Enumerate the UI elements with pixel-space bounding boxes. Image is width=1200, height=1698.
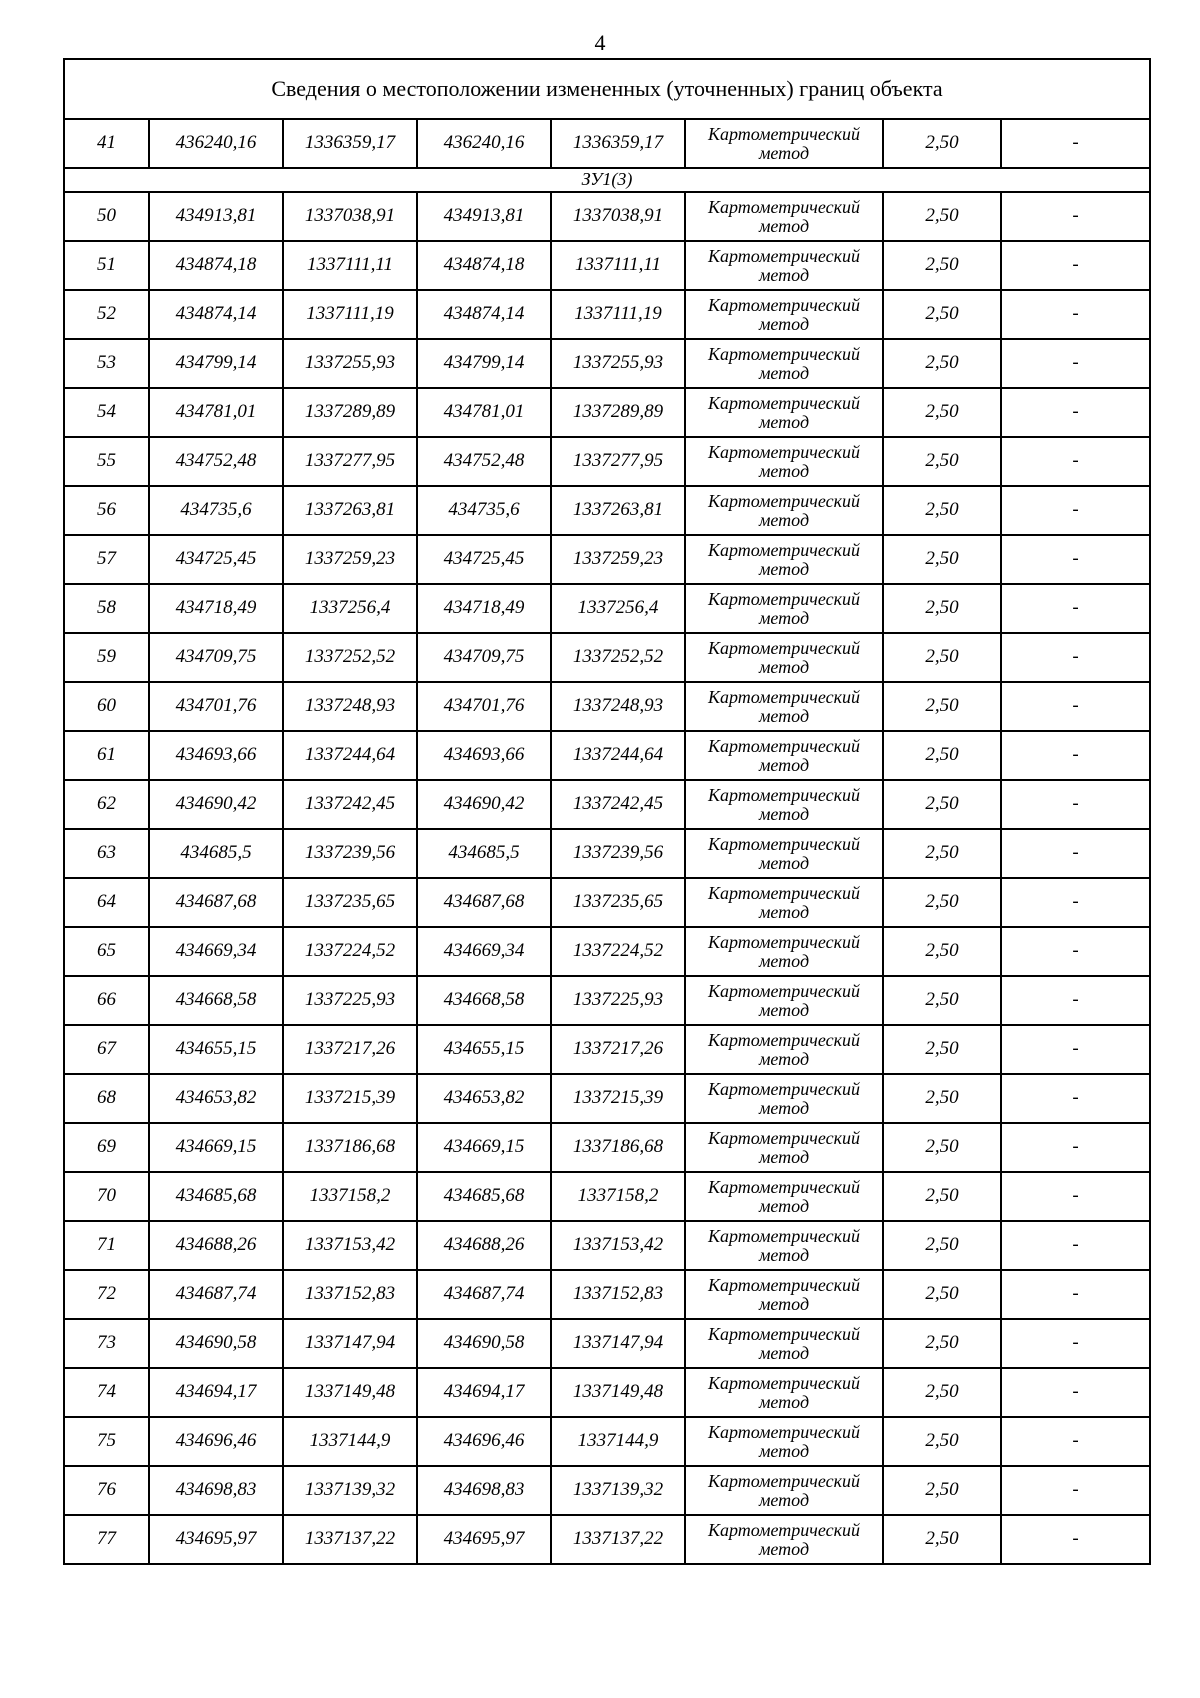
accuracy-cell: 2,50 [883,1319,1001,1368]
point-number-cell: 73 [64,1319,149,1368]
y-refined-cell: 1337248,93 [551,682,685,731]
table-row [64,1221,1150,1270]
y-refined-cell: 1337263,81 [551,486,685,535]
x-existing-cell: 434781,01 [149,388,283,437]
method-cell: Картометрический метод [685,1221,883,1270]
table-row [64,241,1150,290]
x-refined-cell: 436240,16 [417,119,551,168]
description-cell: - [1001,584,1150,633]
accuracy-cell: 2,50 [883,1025,1001,1074]
point-number-cell: 77 [64,1515,149,1564]
x-refined-cell: 434695,97 [417,1515,551,1564]
page-number: 4 [594,30,606,55]
accuracy-cell: 2,50 [883,486,1001,535]
point-number-cell: 75 [64,1417,149,1466]
method-cell: Картометрический метод [685,1515,883,1564]
description-cell: - [1001,633,1150,682]
method-cell: Картометрический метод [685,927,883,976]
x-existing-cell: 434669,15 [149,1123,283,1172]
y-refined-cell: 1337242,45 [551,780,685,829]
method-cell: Картометрический метод [685,535,883,584]
accuracy-cell: 2,50 [883,535,1001,584]
point-number-cell: 62 [64,780,149,829]
x-refined-cell: 434690,42 [417,780,551,829]
y-existing-cell: 1336359,17 [283,119,417,168]
x-refined-cell: 434669,15 [417,1123,551,1172]
accuracy-cell: 2,50 [883,878,1001,927]
point-number-cell: 69 [64,1123,149,1172]
y-refined-cell: 1337259,23 [551,535,685,584]
point-number-cell: 41 [64,119,149,168]
description-cell: - [1001,388,1150,437]
table-row [64,486,1150,535]
y-refined-cell: 1337255,93 [551,339,685,388]
y-existing-cell: 1337144,9 [283,1417,417,1466]
y-existing-cell: 1337259,23 [283,535,417,584]
x-refined-cell: 434688,26 [417,1221,551,1270]
x-refined-cell: 434669,34 [417,927,551,976]
table-row [64,1319,1150,1368]
y-refined-cell: 1337147,94 [551,1319,685,1368]
x-refined-cell: 434709,75 [417,633,551,682]
x-existing-cell: 434913,81 [149,192,283,241]
description-cell: - [1001,780,1150,829]
point-number-cell: 54 [64,388,149,437]
y-existing-cell: 1337158,2 [283,1172,417,1221]
x-refined-cell: 434653,82 [417,1074,551,1123]
x-refined-cell: 434752,48 [417,437,551,486]
y-refined-cell: 1337252,52 [551,633,685,682]
y-existing-cell: 1337186,68 [283,1123,417,1172]
y-refined-cell: 1337256,4 [551,584,685,633]
accuracy-cell: 2,50 [883,1466,1001,1515]
table-row [64,878,1150,927]
accuracy-cell: 2,50 [883,1270,1001,1319]
method-cell: Картометрический метод [685,780,883,829]
method-cell: Картометрический метод [685,388,883,437]
y-refined-cell: 1337235,65 [551,878,685,927]
y-refined-cell: 1337149,48 [551,1368,685,1417]
description-cell: - [1001,486,1150,535]
method-cell: Картометрический метод [685,1172,883,1221]
x-existing-cell: 434696,46 [149,1417,283,1466]
y-refined-cell: 1337217,26 [551,1025,685,1074]
point-number-cell: 52 [64,290,149,339]
table-row [64,1025,1150,1074]
y-existing-cell: 1337111,19 [283,290,417,339]
y-refined-cell: 1337152,83 [551,1270,685,1319]
method-cell: Картометрический метод [685,339,883,388]
y-existing-cell: 1337248,93 [283,682,417,731]
accuracy-cell: 2,50 [883,682,1001,731]
accuracy-cell: 2,50 [883,1417,1001,1466]
y-refined-cell: 1337215,39 [551,1074,685,1123]
x-refined-cell: 434687,74 [417,1270,551,1319]
table-row [64,829,1150,878]
y-existing-cell: 1337153,42 [283,1221,417,1270]
x-refined-cell: 434693,66 [417,731,551,780]
accuracy-cell: 2,50 [883,927,1001,976]
x-refined-cell: 434735,6 [417,486,551,535]
y-existing-cell: 1337152,83 [283,1270,417,1319]
y-existing-cell: 1337255,93 [283,339,417,388]
y-refined-cell: 1337244,64 [551,731,685,780]
table-row [64,192,1150,241]
x-existing-cell: 434685,68 [149,1172,283,1221]
x-refined-cell: 434701,76 [417,682,551,731]
accuracy-cell: 2,50 [883,437,1001,486]
accuracy-cell: 2,50 [883,1172,1001,1221]
point-number-cell: 74 [64,1368,149,1417]
point-number-cell: 70 [64,1172,149,1221]
y-refined-cell: 1337111,19 [551,290,685,339]
x-existing-cell: 434701,76 [149,682,283,731]
table-row [64,976,1150,1025]
accuracy-cell: 2,50 [883,976,1001,1025]
table-title: Сведения о местоположении измененных (уточненных) границ объекта [64,59,1150,119]
y-existing-cell: 1337252,52 [283,633,417,682]
description-cell: - [1001,927,1150,976]
point-number-cell: 61 [64,731,149,780]
method-cell: Картометрический метод [685,1319,883,1368]
description-cell: - [1001,829,1150,878]
y-refined-cell: 1336359,17 [551,119,685,168]
method-cell: Картометрический метод [685,1417,883,1466]
table-row [64,290,1150,339]
method-cell: Картометрический метод [685,633,883,682]
table-row [64,780,1150,829]
table-row [64,1466,1150,1515]
accuracy-cell: 2,50 [883,192,1001,241]
description-cell: - [1001,878,1150,927]
method-cell: Картометрический метод [685,1123,883,1172]
y-existing-cell: 1337215,39 [283,1074,417,1123]
y-refined-cell: 1337137,22 [551,1515,685,1564]
description-cell: - [1001,1025,1150,1074]
y-existing-cell: 1337149,48 [283,1368,417,1417]
y-existing-cell: 1337242,45 [283,780,417,829]
accuracy-cell: 2,50 [883,119,1001,168]
method-cell: Картометрический метод [685,829,883,878]
x-existing-cell: 434690,42 [149,780,283,829]
y-existing-cell: 1337038,91 [283,192,417,241]
x-existing-cell: 434709,75 [149,633,283,682]
description-cell: - [1001,290,1150,339]
y-existing-cell: 1337147,94 [283,1319,417,1368]
point-number-cell: 76 [64,1466,149,1515]
method-cell: Картометрический метод [685,119,883,168]
y-refined-cell: 1337225,93 [551,976,685,1025]
table-row [64,1515,1150,1564]
accuracy-cell: 2,50 [883,1221,1001,1270]
point-number-cell: 66 [64,976,149,1025]
x-refined-cell: 434874,18 [417,241,551,290]
x-existing-cell: 434688,26 [149,1221,283,1270]
accuracy-cell: 2,50 [883,1368,1001,1417]
y-existing-cell: 1337277,95 [283,437,417,486]
method-cell: Картометрический метод [685,192,883,241]
table-row [64,1417,1150,1466]
description-cell: - [1001,731,1150,780]
x-existing-cell: 434694,17 [149,1368,283,1417]
y-refined-cell: 1337144,9 [551,1417,685,1466]
accuracy-cell: 2,50 [883,339,1001,388]
accuracy-cell: 2,50 [883,584,1001,633]
y-existing-cell: 1337244,64 [283,731,417,780]
y-existing-cell: 1337139,32 [283,1466,417,1515]
point-number-cell: 68 [64,1074,149,1123]
description-cell: - [1001,339,1150,388]
table-row [64,1074,1150,1123]
method-cell: Картометрический метод [685,682,883,731]
table-body [64,59,1150,1564]
table-row [64,927,1150,976]
table-row [64,682,1150,731]
x-refined-cell: 434655,15 [417,1025,551,1074]
x-existing-cell: 434874,18 [149,241,283,290]
x-existing-cell: 434718,49 [149,584,283,633]
accuracy-cell: 2,50 [883,731,1001,780]
description-cell: - [1001,1123,1150,1172]
method-cell: Картометрический метод [685,486,883,535]
table-row [64,1270,1150,1319]
y-refined-cell: 1337158,2 [551,1172,685,1221]
y-refined-cell: 1337139,32 [551,1466,685,1515]
y-refined-cell: 1337289,89 [551,388,685,437]
x-refined-cell: 434718,49 [417,584,551,633]
table-row [64,339,1150,388]
point-number-cell: 67 [64,1025,149,1074]
x-refined-cell: 434685,5 [417,829,551,878]
x-existing-cell: 434690,58 [149,1319,283,1368]
method-cell: Картометрический метод [685,976,883,1025]
description-cell: - [1001,682,1150,731]
accuracy-cell: 2,50 [883,1074,1001,1123]
y-refined-cell: 1337038,91 [551,192,685,241]
y-existing-cell: 1337289,89 [283,388,417,437]
method-cell: Картометрический метод [685,1466,883,1515]
accuracy-cell: 2,50 [883,780,1001,829]
description-cell: - [1001,1417,1150,1466]
table-row [64,388,1150,437]
x-existing-cell: 434799,14 [149,339,283,388]
y-existing-cell: 1337111,11 [283,241,417,290]
y-existing-cell: 1337137,22 [283,1515,417,1564]
x-existing-cell: 434687,68 [149,878,283,927]
x-refined-cell: 434698,83 [417,1466,551,1515]
table-row [64,437,1150,486]
point-number-cell: 56 [64,486,149,535]
x-existing-cell: 434752,48 [149,437,283,486]
point-number-cell: 58 [64,584,149,633]
point-number-cell: 55 [64,437,149,486]
x-refined-cell: 434874,14 [417,290,551,339]
x-refined-cell: 434696,46 [417,1417,551,1466]
method-cell: Картометрический метод [685,437,883,486]
table-row [64,633,1150,682]
accuracy-cell: 2,50 [883,388,1001,437]
point-number-cell: 59 [64,633,149,682]
y-existing-cell: 1337224,52 [283,927,417,976]
point-number-cell: 60 [64,682,149,731]
x-refined-cell: 434668,58 [417,976,551,1025]
point-number-cell: 57 [64,535,149,584]
point-number-cell: 65 [64,927,149,976]
y-refined-cell: 1337277,95 [551,437,685,486]
description-cell: - [1001,1319,1150,1368]
description-cell: - [1001,976,1150,1025]
x-existing-cell: 434874,14 [149,290,283,339]
y-existing-cell: 1337217,26 [283,1025,417,1074]
description-cell: - [1001,1172,1150,1221]
coordinates-table [63,58,1151,1565]
method-cell: Картометрический метод [685,241,883,290]
y-refined-cell: 1337153,42 [551,1221,685,1270]
point-number-cell: 72 [64,1270,149,1319]
x-refined-cell: 434685,68 [417,1172,551,1221]
method-cell: Картометрический метод [685,1074,883,1123]
table-row [64,1123,1150,1172]
x-existing-cell: 434653,82 [149,1074,283,1123]
x-existing-cell: 434655,15 [149,1025,283,1074]
point-number-cell: 63 [64,829,149,878]
description-cell: - [1001,1270,1150,1319]
description-cell: - [1001,119,1150,168]
y-refined-cell: 1337224,52 [551,927,685,976]
x-existing-cell: 434693,66 [149,731,283,780]
description-cell: - [1001,437,1150,486]
y-existing-cell: 1337239,56 [283,829,417,878]
description-cell: - [1001,192,1150,241]
table-title-row [64,59,1150,119]
method-cell: Картометрический метод [685,584,883,633]
x-existing-cell: 434685,5 [149,829,283,878]
y-existing-cell: 1337256,4 [283,584,417,633]
x-existing-cell: 434735,6 [149,486,283,535]
x-refined-cell: 434687,68 [417,878,551,927]
table-row [64,584,1150,633]
x-refined-cell: 434690,58 [417,1319,551,1368]
x-refined-cell: 434694,17 [417,1368,551,1417]
method-cell: Картометрический метод [685,1025,883,1074]
table-row [64,1368,1150,1417]
method-cell: Картометрический метод [685,290,883,339]
x-existing-cell: 434687,74 [149,1270,283,1319]
accuracy-cell: 2,50 [883,829,1001,878]
y-refined-cell: 1337111,11 [551,241,685,290]
y-existing-cell: 1337235,65 [283,878,417,927]
accuracy-cell: 2,50 [883,1515,1001,1564]
x-refined-cell: 434799,14 [417,339,551,388]
point-number-cell: 51 [64,241,149,290]
x-existing-cell: 434695,97 [149,1515,283,1564]
point-number-cell: 64 [64,878,149,927]
point-number-cell: 53 [64,339,149,388]
accuracy-cell: 2,50 [883,241,1001,290]
description-cell: - [1001,1074,1150,1123]
method-cell: Картометрический метод [685,878,883,927]
x-existing-cell: 434669,34 [149,927,283,976]
x-existing-cell: 434725,45 [149,535,283,584]
description-cell: - [1001,1221,1150,1270]
group-label: ЗУ1(3) [64,168,1150,192]
x-refined-cell: 434781,01 [417,388,551,437]
table-row [64,1172,1150,1221]
point-number-cell: 50 [64,192,149,241]
description-cell: - [1001,1466,1150,1515]
x-existing-cell: 434668,58 [149,976,283,1025]
y-existing-cell: 1337263,81 [283,486,417,535]
accuracy-cell: 2,50 [883,633,1001,682]
x-refined-cell: 434913,81 [417,192,551,241]
description-cell: - [1001,1368,1150,1417]
group-header-row [64,168,1150,192]
x-existing-cell: 436240,16 [149,119,283,168]
description-cell: - [1001,1515,1150,1564]
method-cell: Картометрический метод [685,731,883,780]
point-number-cell: 71 [64,1221,149,1270]
x-refined-cell: 434725,45 [417,535,551,584]
description-cell: - [1001,535,1150,584]
table-row [64,535,1150,584]
x-existing-cell: 434698,83 [149,1466,283,1515]
y-existing-cell: 1337225,93 [283,976,417,1025]
accuracy-cell: 2,50 [883,290,1001,339]
method-cell: Картометрический метод [685,1368,883,1417]
accuracy-cell: 2,50 [883,1123,1001,1172]
y-refined-cell: 1337239,56 [551,829,685,878]
description-cell: - [1001,241,1150,290]
table-row [64,731,1150,780]
method-cell: Картометрический метод [685,1270,883,1319]
table-row [64,119,1150,168]
y-refined-cell: 1337186,68 [551,1123,685,1172]
